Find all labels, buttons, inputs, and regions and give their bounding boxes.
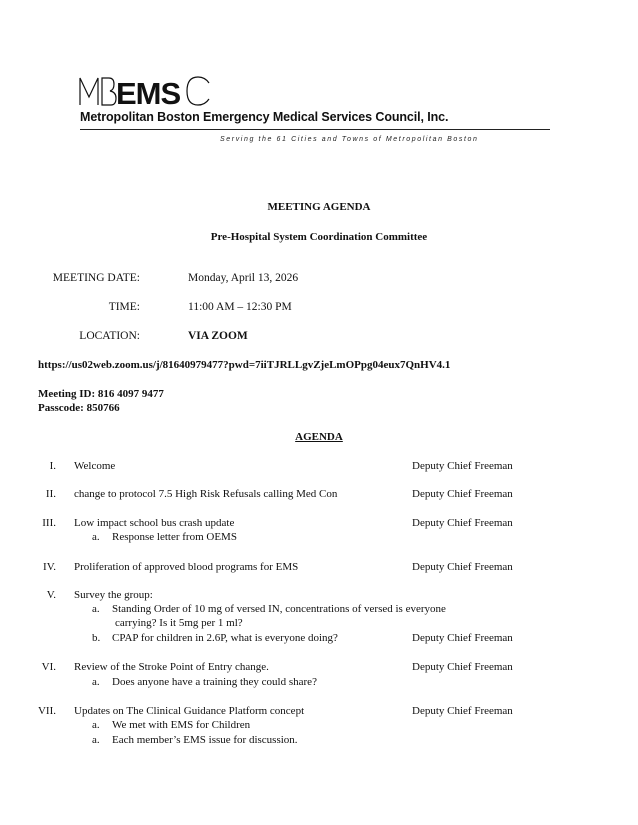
header-rule bbox=[80, 129, 550, 130]
meeting-location-label: LOCATION: bbox=[79, 330, 140, 342]
sub-item-letter: a. bbox=[92, 676, 100, 688]
agenda-presenter: Deputy Chief Freeman bbox=[412, 460, 513, 472]
zoom-link[interactable]: https://us02web.zoom.us/j/81640979477?pwd=7iiTJRLLgvZjeLmOPpg04eux7QnHV4.1 bbox=[38, 359, 451, 371]
agenda-item: Survey the group: bbox=[74, 589, 153, 601]
org-name: Metropolitan Boston Emergency Medical Services Council, Inc. bbox=[80, 110, 449, 124]
meeting-location-value: VIA ZOOM bbox=[188, 330, 248, 342]
agenda-number: V. bbox=[46, 589, 56, 601]
agenda-number: IV. bbox=[43, 561, 56, 573]
page-title: MEETING AGENDA bbox=[267, 201, 371, 213]
agenda-item: Updates on The Clinical Guidance Platform concept bbox=[74, 705, 305, 717]
sub-item-text: Standing Order of 10 mg of versed IN, concentrations of versed is everyone bbox=[112, 603, 446, 615]
meeting-date-label: MEETING DATE: bbox=[52, 272, 140, 284]
sub-item-letter: a. bbox=[92, 531, 100, 543]
agenda-number: VII. bbox=[37, 705, 56, 717]
sub-item-letter: a. bbox=[92, 734, 100, 746]
agenda-presenter: Deputy Chief Freeman bbox=[412, 488, 513, 500]
agenda-item: Proliferation of approved blood programs for EMS bbox=[74, 561, 299, 573]
agenda-presenter: Deputy Chief Freeman bbox=[412, 561, 513, 573]
meeting-time-label: TIME: bbox=[108, 301, 140, 313]
sub-item-text: CPAP for children in 2.6P, what is everyone doing? bbox=[112, 632, 338, 644]
sub-item-letter: b. bbox=[92, 632, 101, 644]
tagline: Serving the 61 Cities and Towns of Metropolitan Boston bbox=[220, 136, 479, 143]
meeting-time-value: 11:00 AM – 12:30 PM bbox=[188, 301, 292, 313]
sub-item-text: We met with EMS for Children bbox=[112, 719, 251, 731]
agenda-number: I. bbox=[49, 460, 56, 472]
agenda-item: Low impact school bus crash update bbox=[74, 517, 235, 529]
sub-item-text-continued: carrying? Is it 5mg per 1 ml? bbox=[115, 617, 243, 629]
agenda-heading: AGENDA bbox=[295, 431, 343, 443]
passcode: Passcode: 850766 bbox=[38, 402, 120, 414]
committee-name: Pre-Hospital System Coordination Committee bbox=[210, 231, 428, 243]
sub-item-text: Does anyone have a training they could share? bbox=[112, 676, 317, 688]
agenda-presenter: Deputy Chief Freeman bbox=[412, 517, 513, 529]
agenda-presenter: Deputy Chief Freeman bbox=[412, 661, 513, 673]
agenda-presenter: Deputy Chief Freeman bbox=[412, 632, 513, 644]
agenda-item: Review of the Stroke Point of Entry change. bbox=[74, 661, 269, 673]
agenda-item: change to protocol 7.5 High Risk Refusals calling Med Con bbox=[74, 488, 338, 500]
agenda-number: VI. bbox=[41, 661, 56, 673]
sub-item-letter: a. bbox=[92, 603, 100, 615]
mbemsc-logo bbox=[78, 75, 213, 107]
agenda-presenter: Deputy Chief Freeman bbox=[412, 705, 513, 717]
agenda-number: III. bbox=[42, 517, 56, 529]
meeting-date-value: Monday, April 13, 2026 bbox=[188, 272, 299, 284]
sub-item-letter: a. bbox=[92, 719, 100, 731]
agenda-number: II. bbox=[45, 488, 56, 500]
sub-item-text: Each member’s EMS issue for discussion. bbox=[112, 734, 298, 746]
meeting-id: Meeting ID: 816 4097 9477 bbox=[38, 388, 164, 400]
agenda-item: Welcome bbox=[74, 460, 116, 472]
svg-text:EMS: EMS bbox=[116, 76, 181, 107]
sub-item-text: Response letter from OEMS bbox=[112, 531, 237, 543]
